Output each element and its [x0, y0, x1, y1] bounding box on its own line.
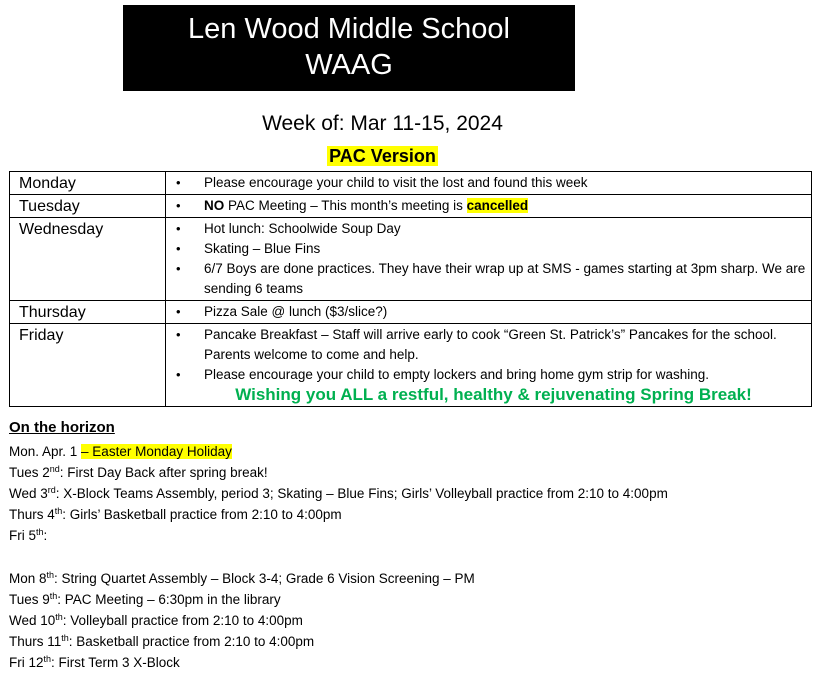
event-text: : First Day Back after spring break! — [59, 465, 268, 480]
ordinal-suffix: th — [43, 654, 52, 664]
day-label: Tuesday — [10, 195, 166, 218]
list-item — [9, 462, 668, 483]
list-item — [9, 631, 668, 652]
item-text: Pancake Breakfast – Staff will arrive early to cook “Green St. Patrick’s” Pancakes for the school. Parents welcome to come and help. — [204, 327, 777, 362]
event-date: Thurs 11 — [9, 634, 62, 649]
highlighted-text: – Easter Monday Holiday — [81, 444, 232, 459]
list-item — [176, 196, 811, 216]
item-text: Please encourage your child to visit the lost and found this week — [204, 175, 588, 190]
ordinal-suffix: th — [46, 570, 55, 580]
event-date: Mon 8 — [9, 571, 47, 586]
weekly-schedule-table — [9, 171, 812, 407]
ordinal-suffix: th — [54, 506, 63, 516]
list-item — [176, 239, 811, 259]
ordinal-suffix: th — [49, 591, 58, 601]
list-item — [176, 325, 811, 365]
list-item — [9, 589, 668, 610]
bullet-icon: • — [176, 241, 181, 256]
schedule-row-wednesday — [10, 218, 812, 301]
list-item — [9, 525, 668, 546]
ordinal-suffix: rd — [47, 485, 56, 495]
bullet-icon: • — [176, 175, 181, 190]
event-text: : Basketball practice from 2:10 to 4:00pm — [68, 634, 315, 649]
list-item — [9, 504, 668, 525]
ordinal-suffix: nd — [49, 464, 60, 474]
item-text: Hot lunch: Schoolwide Soup Day — [204, 221, 401, 236]
list-item — [9, 568, 668, 589]
day-label: Wednesday — [10, 218, 166, 301]
event-date: Mon. Apr. 1 — [9, 444, 82, 459]
day-label: Thursday — [10, 301, 166, 324]
day-items — [166, 324, 812, 407]
bullet-icon: • — [176, 367, 181, 382]
list-item — [9, 610, 668, 631]
event-text: : First Term 3 X-Block — [51, 655, 180, 670]
plain-text: PAC Meeting – This month’s meeting is — [224, 198, 467, 213]
bullet-icon: • — [176, 261, 181, 276]
ordinal-suffix: th — [36, 527, 44, 537]
event-text: : String Quartet Assembly – Block 3-4; Grade 6 Vision Screening – PM — [54, 571, 475, 586]
event-date: Tues 2 — [9, 465, 50, 480]
schedule-row-tuesday — [10, 195, 812, 218]
bullet-icon: • — [176, 221, 181, 236]
day-items — [166, 301, 812, 324]
bullet-icon: • — [176, 327, 181, 342]
event-date: Fri 5 — [9, 528, 36, 543]
list-item — [176, 302, 811, 322]
spacer — [9, 546, 668, 568]
event-date: Thurs 4 — [9, 507, 55, 522]
day-items — [166, 172, 812, 195]
event-text: : PAC Meeting – 6:30pm in the library — [57, 592, 281, 607]
schedule-row-friday — [10, 324, 812, 407]
version-label — [0, 145, 765, 167]
week-heading: Week of: Mar 11-15, 2024 — [262, 112, 503, 135]
list-item — [176, 173, 811, 193]
list-item — [9, 483, 668, 504]
schedule-row-monday — [10, 172, 812, 195]
item-text: Skating – Blue Fins — [204, 241, 321, 256]
highlighted-text: cancelled — [466, 198, 529, 213]
event-text: : Volleyball practice from 2:10 to 4:00pm — [62, 613, 303, 628]
version-badge: PAC Version — [329, 146, 436, 166]
title-banner — [123, 5, 575, 91]
event-date: Tues 9 — [9, 592, 50, 607]
event-date: Fri 12 — [9, 655, 44, 670]
ordinal-suffix: th — [61, 633, 69, 643]
bullet-icon: • — [176, 304, 181, 319]
horizon-heading: On the horizon — [9, 419, 115, 436]
ordinal-suffix: th — [55, 612, 63, 622]
schedule-row-thursday — [10, 301, 812, 324]
bullet-icon: • — [176, 198, 181, 213]
list-item — [9, 652, 668, 673]
school-name: Len Wood Middle School — [188, 13, 510, 45]
list-item — [9, 441, 668, 462]
event-date: Wed 3 — [9, 486, 48, 501]
emphasis-text: NO — [204, 198, 225, 213]
list-item — [176, 219, 811, 239]
day-label: Friday — [10, 324, 166, 407]
item-text: 6/7 Boys are done practices. They have their wrap up at SMS - games starting at 3pm sharp. We are sending 6 teams — [204, 261, 806, 296]
list-item — [176, 259, 811, 299]
horizon-event-list — [9, 441, 668, 673]
event-text: : — [43, 528, 48, 543]
day-label: Monday — [10, 172, 166, 195]
event-date: Wed 10 — [9, 613, 56, 628]
event-text: : Girls’ Basketball practice from 2:10 to 4:00pm — [62, 507, 342, 522]
program-name: WAAG — [305, 49, 393, 81]
item-text: Pizza Sale @ lunch ($3/slice?) — [204, 304, 388, 319]
day-items — [166, 195, 812, 218]
item-text — [204, 196, 811, 216]
day-items — [166, 218, 812, 301]
item-text: Please encourage your child to empty lockers and bring home gym strip for washing. — [204, 367, 710, 382]
list-item — [176, 365, 811, 385]
spring-break-greeting: Wishing you ALL a restful, healthy & rejuvenating Spring Break! — [235, 385, 752, 404]
event-text: : X-Block Teams Assembly, period 3; Skating – Blue Fins; Girls’ Volleyball practice from 2:10 to 4:00pm — [55, 486, 668, 501]
